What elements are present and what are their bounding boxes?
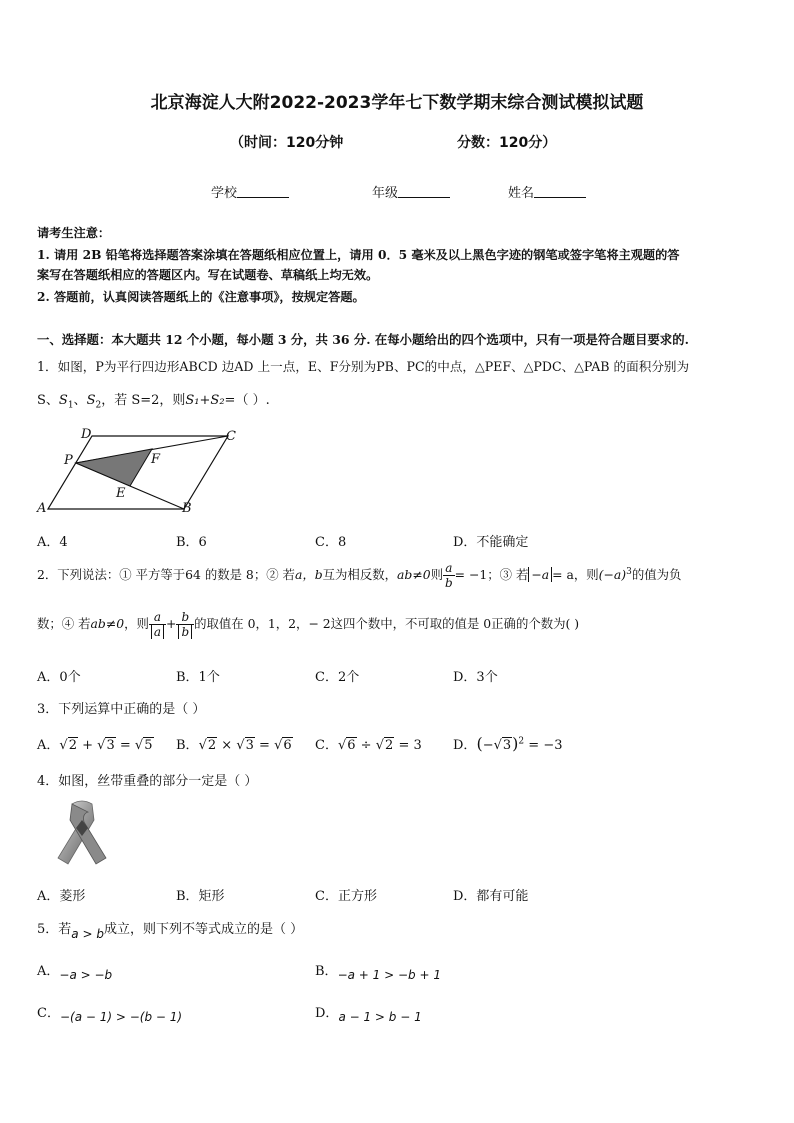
exam-time: （时间：120分钟 [230,135,344,151]
fraction-a-over-abs-a: $\frac{a}{a}$ [149,610,166,639]
q1-option-c: C．8 [315,535,347,550]
page-title: 北京海淀人大附2022-2023学年七下数学期末综合测试模拟试题 [150,93,644,113]
name-field [508,182,586,201]
q2-stem-line2: 数；④ 若ab≠0，则 $\frac{a}{a}$ + $\frac{b}{b}$ 的取值在 0，1，2，− 2这四个数中，不可取的值是 0正确的个数为( ) [37,610,580,639]
label-b: B [182,501,192,516]
q3-option-d: D．$(-√3)^2 = -3$ [453,734,563,753]
q2-stem-line1: 2．下列说法：① 平方等于64 的数是 8；② 若a，b互为相反数，ab≠0则 $\frac{a}{b}$ = −1；③ 若 −a = a，则$(-a)^3$的值为负 [37,561,682,590]
q3-option-a: A．√2 + √3 = √5 [37,738,153,753]
q2-option-b: B．1个 [176,670,220,685]
ribbon-image [50,798,114,870]
q1-option-b: B．6 [176,535,207,550]
q3-option-c: C．√6 ÷ √2 = 3 [315,738,422,753]
notice-heading: 请考生注意： [37,226,111,240]
q4-option-d: D．都有可能 [453,889,529,904]
q1-stem-line1: 1．如图，P为平行四边形ABCD 边AD 上一点，E、F分别为PB、PC的中点，△PEF、△PDC、△PAB 的面积分别为 [37,359,690,374]
q4-option-a: A．菱形 [37,889,86,904]
name-blank [534,186,586,198]
q1-parallelogram-figure [36,424,246,516]
q5-option-c: C．−(a − 1) > −(b − 1) [37,1006,183,1024]
label-a: A [37,501,47,516]
label-p: P [64,453,73,468]
school-field [211,182,289,201]
q4-stem: 4．如图，丝带重叠的部分一定是（ ） [37,774,258,789]
grade-label: 年级 [372,186,399,201]
q3-stem: 3．下列运算中正确的是（ ） [37,702,206,717]
label-d: D [81,427,92,442]
q5-option-d: D．a − 1 > b − 1 [315,1006,422,1024]
q5-stem: 5．若a > b成立，则下列不等式成立的是（ ） [37,922,304,941]
school-label: 学校 [211,186,238,201]
q2-option-a: A．0个 [37,670,81,685]
label-e: E [116,486,126,501]
grade-field [372,182,450,201]
grade-blank [398,186,450,198]
q4-option-b: B．矩形 [176,889,225,904]
section-heading: 一、选择题：本大题共 12 个小题，每小题 3 分，共 36 分. 在每小题给出的四个选项中，只有一项是符合题目要求的. [37,332,689,347]
q1-option-d: D．不能确定 [453,535,529,550]
school-blank [237,186,289,198]
q4-option-c: C．正方形 [315,889,377,904]
exam-score: 分数：120分） [457,135,557,151]
q1-option-a: A．4 [37,535,68,550]
fraction-b-over-abs-b: $\frac{b}{b}$ [176,610,194,639]
q1-stem-line2: S、$S_1$、$S_2$，若 S=2，则S₁+S₂=（ ）. [37,393,270,411]
triangle-pef [76,449,152,486]
q2-option-c: C．2个 [315,670,360,685]
name-label: 姓名 [508,186,535,201]
label-f: F [151,452,161,467]
notice-line-2: 案写在答题纸相应的答题区内。写在试题卷、草稿纸上均无效。 [37,268,379,282]
q5-option-a: A．−a > −b [37,964,113,982]
notice-line-1: 1. 请用 2B 铅笔将选择题答案涂填在答题纸相应位置上，请用 0．5 毫米及以上黑色字迹的钢笔或签字笔将主观题的答 [37,248,680,262]
q2-option-d: D．3个 [453,670,498,685]
label-c: C [226,429,236,444]
q5-option-b: B．−a + 1 > −b + 1 [315,964,441,982]
q3-option-b: B．√2 × √3 = √6 [176,738,292,753]
fraction-a-over-b: $\frac{a}{b}$ [444,561,453,590]
notice-line-3: 2. 答题前，认真阅读答题纸上的《注意事项》，按规定答题。 [37,290,365,304]
